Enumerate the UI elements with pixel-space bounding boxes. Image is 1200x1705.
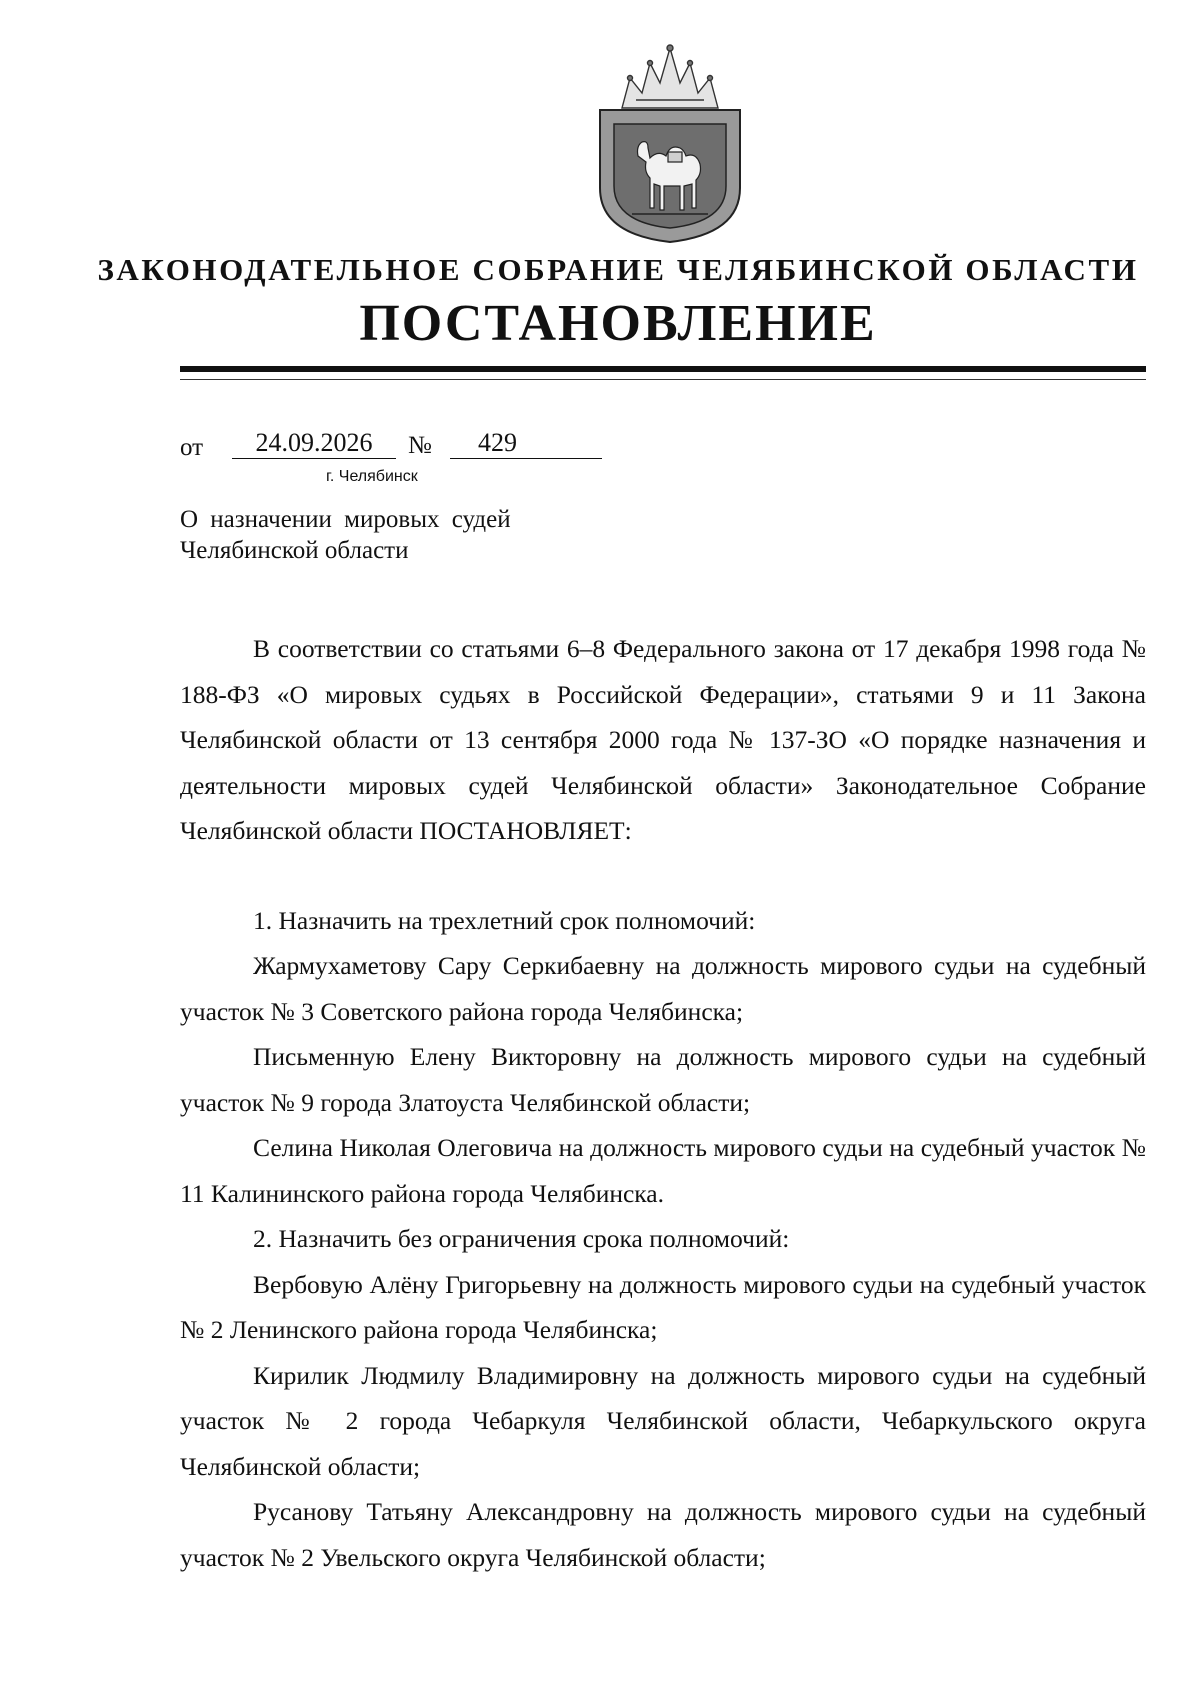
date-label: от [180,434,204,461]
document-meta-row [0,428,1200,468]
document-number-field [450,428,602,459]
subject-line-2: Челябинской области [180,537,409,564]
item-2-heading: 2. Назначить без ограничения срока полномочий: [253,1224,790,1253]
appointment-entry: Письменную Елену Викторовну на должность мирового судьи на судебный участок № 9 города Златоуста Челябинской области; [180,1042,1146,1117]
number-label: № [408,432,432,459]
appointment-entry: Кирилик Людмилу Владимировну на должность мирового судьи на судебный участок № 2 города Чебаркуля Челябинской области, Чебаркульского округа Челябинской области; [180,1360,1146,1481]
appointment-entry: Вербовую Алёну Григорьевну на должность мирового судьи на судебный участок № 2 Ленинского района города Челябинска; [180,1269,1146,1344]
appointment-entry: Русанову Татьяну Александровну на должность мирового судьи на судебный участок № 2 Увельского округа Челябинской области; [180,1497,1146,1572]
appointment-entry: Селина Николая Олеговича на должность мирового судьи на судебный участок № 11 Калининского района города Челябинска. [180,1133,1146,1208]
document-date: 24.09.2026 [232,428,396,459]
item-1-heading: 1. Назначить на трехлетний срок полномочий: [253,905,756,935]
header-divider-thick [180,366,1146,372]
document-place: г. Челябинск [326,468,418,485]
document-body [180,626,1146,1580]
document-subject [180,504,600,566]
document-type-heading: ПОСТАНОВЛЕНИЕ [359,295,877,352]
appointment-entry: Жармухаметову Сару Серкибаевну на должность мирового судьи на судебный участок № 3 Советского района города Челябинска; [180,951,1146,1026]
coat-of-arms-icon [592,38,748,246]
organization-title: ЗАКОНОДАТЕЛЬНОЕ СОБРАНИЕ ЧЕЛЯБИНСКОЙ ОБЛАСТИ [97,252,1139,287]
header-divider-thin [180,379,1146,380]
document-number: 429 [478,428,517,457]
subject-line-1: О назначении мировых судей [180,506,511,533]
preamble-paragraph: В соответствии со статьями 6–8 Федерального закона от 17 декабря 1998 года № 188-ФЗ «О мировых судьях в Российской Федерации», статьями 9 и 11 Закона Челябинской области от 13 сентября 2000 года № 137-ЗО «О порядке назначения и деятельности мировых судей Челябинской области» Законодательное Собрание Челябинской области ПОСТАНОВЛЯЕТ: [180,634,1146,845]
